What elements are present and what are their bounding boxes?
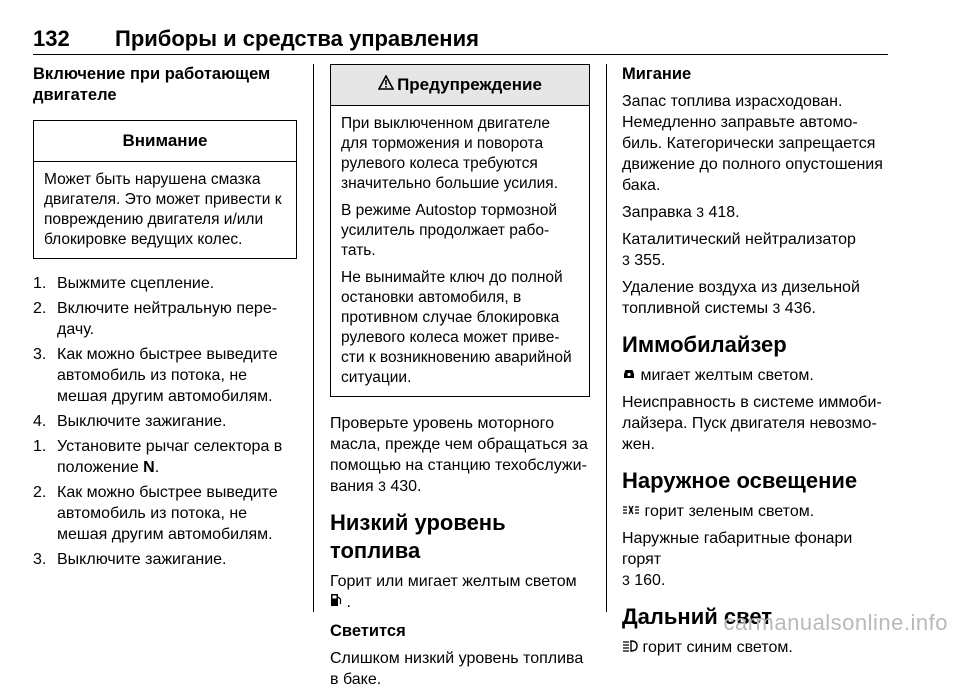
exterior-lights-status: горит зеленым светом. — [622, 501, 892, 522]
list-item: 3. Как можно быстрее выведите автомобиль из потока, не мешая другим автомобилям. — [33, 346, 278, 405]
side-lights-icon — [622, 503, 644, 520]
page-ref-arrow-icon: 3 — [772, 300, 781, 316]
list-item: 2. Включите нейтральную пере- дачу. — [33, 300, 278, 338]
exterior-lights-text: Наружные габаритные фонари горят 3 160. — [622, 530, 853, 589]
warning-paragraph: Не вынимайте ключ до полной остановки автомобиля, в противном случае блокировка рулевого колеса может приве- сти к возникновению аварийной ситуации. — [341, 269, 572, 386]
list-item: 2. Как можно быстрее выведите автомобиль из потока, не мешая другим автомобилям. — [33, 484, 278, 543]
low-fuel-text: Горит или мигает желтым светом . — [330, 573, 577, 611]
warning-box — [330, 64, 590, 397]
header-divider — [33, 54, 888, 55]
page-ref[interactable]: 355. — [634, 252, 666, 269]
blink-text: Запас топлива израсходован. Немедленно заправьте автомо- биль. Категорически запрещается движение до полного опустошения бака. — [622, 93, 883, 194]
column-2 — [330, 64, 590, 696]
page-ref[interactable]: 436. — [784, 300, 816, 317]
immobilizer-car-key-icon — [622, 367, 640, 384]
page-ref[interactable]: 160. — [634, 572, 666, 589]
section-heading-exterior-lights: Наружное освещение — [622, 468, 858, 493]
warning-header — [331, 65, 589, 106]
lit-text: Слишком низкий уровень топлива в баке. — [330, 650, 584, 688]
section-heading-immobilizer: Иммобилайзер — [622, 332, 787, 357]
list-item: 4. Выключите зажигание. — [33, 413, 227, 430]
section-heading-high-beam: Дальний свет — [622, 604, 773, 629]
steps-automatic — [33, 436, 297, 570]
page-ref[interactable]: 430. — [390, 478, 422, 495]
page-ref-arrow-icon: 3 — [378, 478, 386, 494]
column-3 — [622, 64, 892, 664]
warning-triangle-icon — [378, 75, 394, 95]
page-ref-arrow-icon: 3 — [696, 204, 705, 220]
section-heading-low-fuel: Низкий уровень топлива — [330, 510, 506, 563]
subheading-blink: Мигание — [622, 65, 692, 83]
column-divider-2 — [606, 64, 607, 612]
fuel-pump-icon — [330, 594, 346, 611]
page-ref-arrow-icon: 3 — [622, 252, 630, 268]
warning-title: Предупреждение — [397, 75, 542, 94]
list-item: 3. Выключите зажигание. — [33, 551, 227, 568]
subheading-lit: Светится — [330, 622, 406, 640]
notice-title: Внимание — [34, 121, 296, 162]
refuel-ref-line: Заправка 3 418. — [622, 204, 740, 221]
immobilizer-status: мигает желтым светом. — [622, 365, 892, 386]
column-divider-1 — [313, 64, 314, 612]
immobilizer-text: Неисправность в системе иммоби- лайзера. Пуск двигателя невозмо- жен. — [622, 394, 882, 453]
catalyst-ref-line: Каталитический нейтрализатор 3 355. — [622, 231, 856, 269]
page-number: 132 — [33, 26, 70, 51]
page-ref[interactable]: 418. — [708, 204, 740, 221]
notice-text: Может быть нарушена смазка двигателя. Это может привести к повреждению двигателя и/или блокировке ведущих колес. — [44, 171, 282, 248]
page-ref-arrow-icon: 3 — [622, 572, 630, 588]
oil-check-text: Проверьте уровень моторного масла, прежде чем обращаться за помощью на станцию техобслужи- вания 3 430. — [330, 415, 588, 495]
column-1 — [33, 64, 297, 574]
air-ref-line: Удаление воздуха из дизельной топливной системы 3 436. — [622, 279, 860, 317]
page-title: Приборы и средства управления — [115, 26, 479, 51]
notice-box — [33, 120, 297, 259]
section-heading-running-engine: Включение при работающем двигателе — [33, 65, 271, 104]
high-beam-status: горит синим светом. — [622, 637, 892, 658]
list-item: 1. Установите рычаг селектора в положение N. — [33, 438, 283, 476]
list-item: 1. Выжмите сцепление. — [33, 275, 215, 292]
watermark: carmanualsonline.info — [723, 610, 948, 635]
steps-manual — [33, 273, 297, 432]
warning-paragraph: При выключенном двигателе для торможения и поворота рулевого колеса требуются значительно большие усилия. — [341, 115, 558, 192]
page-header — [33, 22, 888, 52]
warning-paragraph: В режиме Autostop тормозной усилитель продолжает рабо- тать. — [341, 202, 558, 259]
